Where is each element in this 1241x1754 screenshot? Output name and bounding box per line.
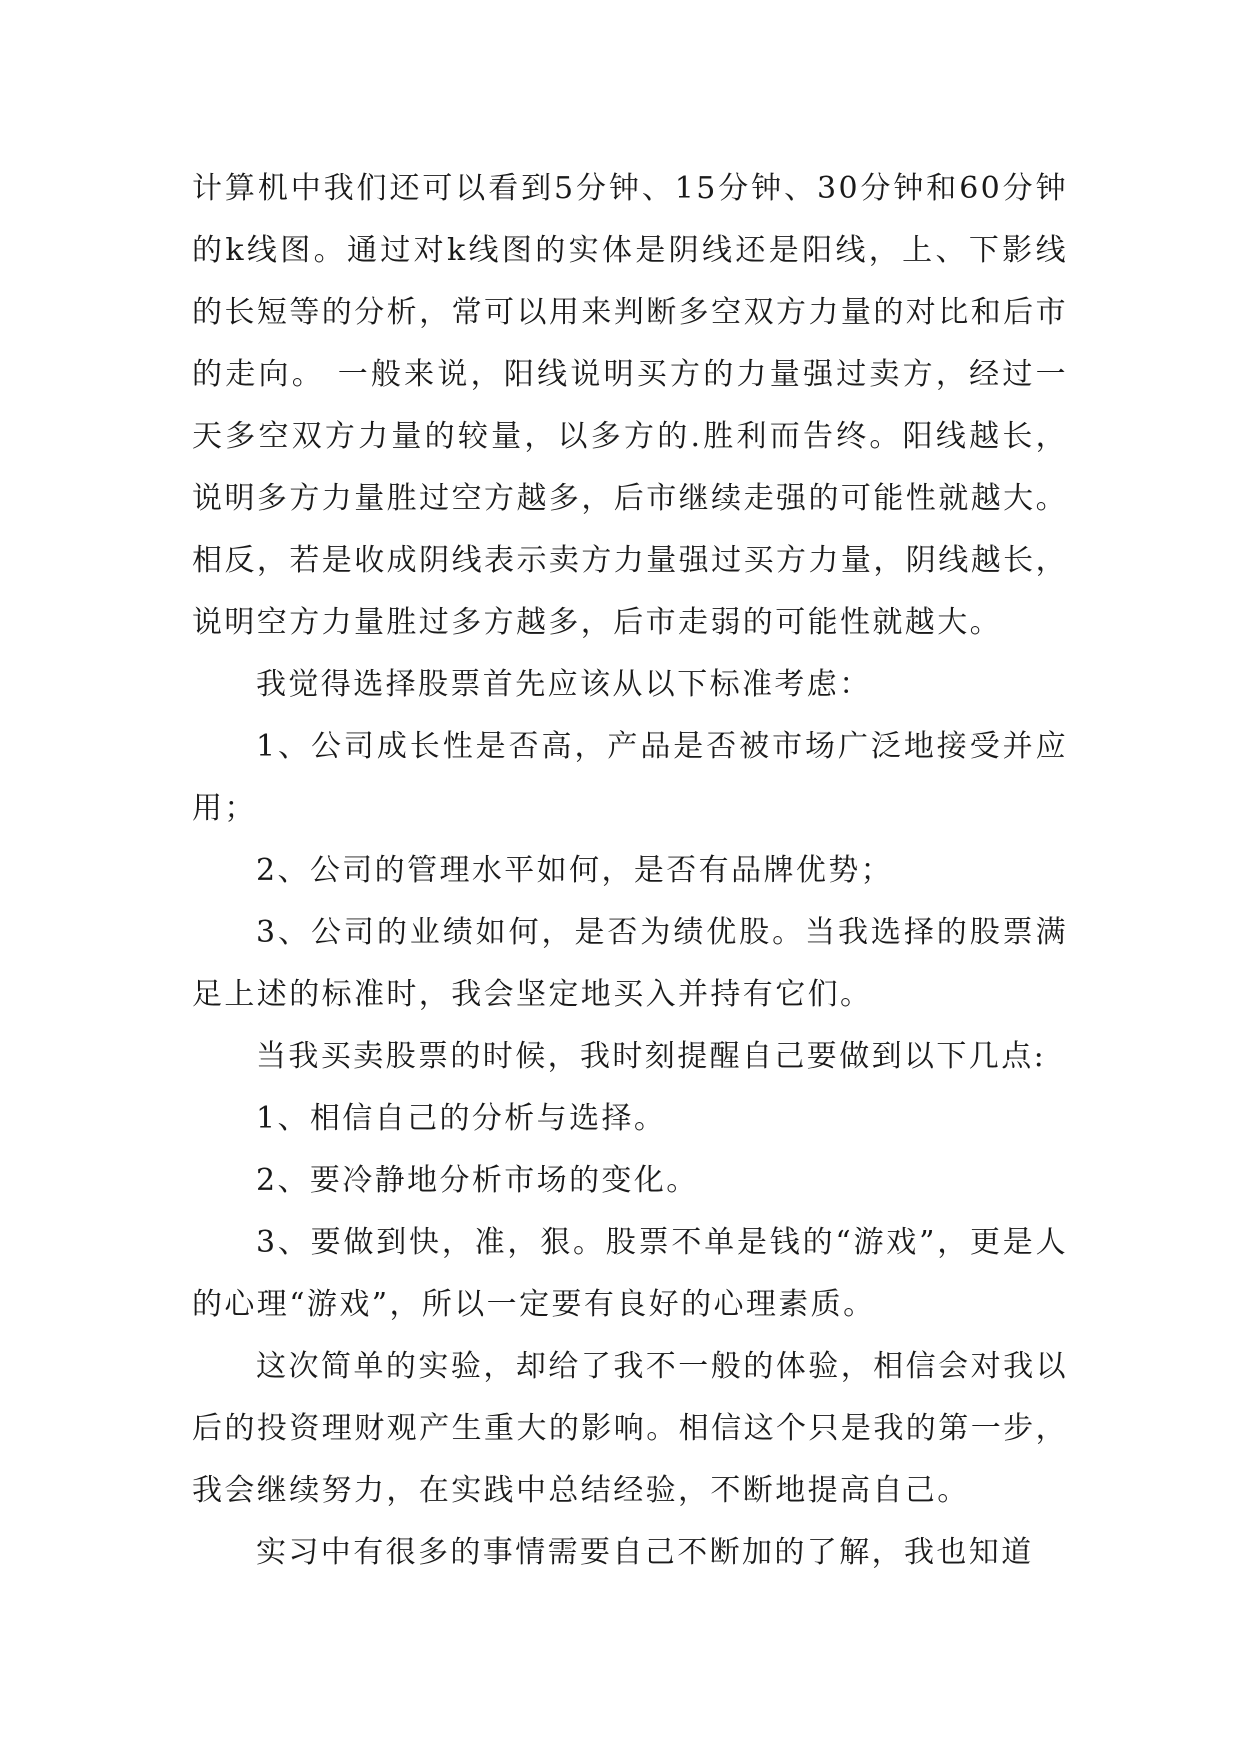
paragraph-trading-reminders-intro: 当我买卖股票的时候，我时刻提醒自己要做到以下几点: <box>256 1039 1047 1074</box>
paragraph-criterion-1: 1、公司成长性是否高，产品是否被市场广泛地接受并应用； <box>192 729 1068 826</box>
paragraph-reminder-3: 3、要做到快，准，狠。股票不单是钱的“游戏”，更是人的心理“游戏”，所以一定要有良好的心理素质。 <box>192 1225 1068 1322</box>
paragraph-criterion-2: 2、公司的管理水平如何，是否有品牌优势； <box>256 853 894 888</box>
document-body <box>192 158 1068 1584</box>
paragraph-reminder-1: 1、相信自己的分析与选择。 <box>256 1101 667 1136</box>
paragraph-experiment-reflection: 这次简单的实验，却给了我不一般的体验，相信会对我以后的投资理财观产生重大的影响。相信这个只是我的第一步，我会继续努力，在实践中总结经验，不断地提高自己。 <box>192 1349 1068 1508</box>
paragraph-reminder-2: 2、要冷静地分析市场的变化。 <box>256 1163 699 1198</box>
paragraph-k-line-analysis: 计算机中我们还可以看到5分钟、15分钟、30分钟和60分钟的k线图。通过对k线图的实体是阴线还是阳线，上、下影线的长短等的分析，常可以用来判断多空双方力量的对比和后市的走向。 一般来说，阳线说明买方的力量强过卖方，经过一天多空双方力量的较量，以多方的.胜利而告终。阳线越长，说明多方力量胜过空方越多，后市继续走强的可能性就越大。 相反，若是收成阴线表示卖方力量强过买方力量，阴线越长，说明空方力量胜过多方越多，后市走弱的可能性就越大。 <box>192 171 1068 640</box>
paragraph-internship-note: 实习中有很多的事情需要自己不断加的了解，我也知道 <box>256 1535 1034 1570</box>
paragraph-criterion-3: 3、公司的业绩如何，是否为绩优股。当我选择的股票满足上述的标准时，我会坚定地买入并持有它们。 <box>192 915 1068 1012</box>
paragraph-selection-criteria-intro: 我觉得选择股票首先应该从以下标准考虑： <box>256 667 872 702</box>
